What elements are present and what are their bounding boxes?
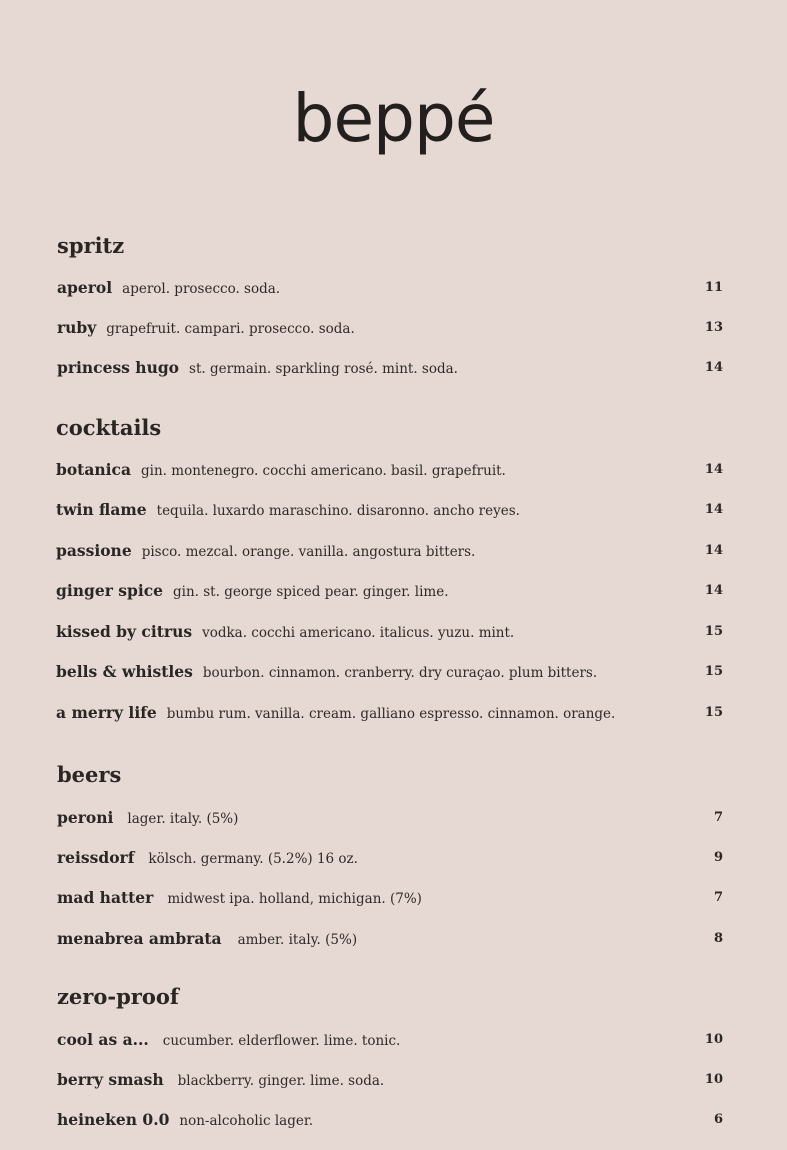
- item-description: st. germain. sparkling rosé. mint. soda.: [189, 361, 458, 377]
- section-title-cocktails: cocktails: [56, 415, 162, 440]
- item-name: reissdorf kölsch. germany. (5.2%) 16 oz.: [57, 848, 358, 867]
- item-name: ruby grapefruit. campari. prosecco. soda.: [57, 318, 355, 337]
- menu-item: [0, 886, 787, 910]
- item-name: a merry life bumbu rum. vanilla. cream. galliano espresso. cinnamon. orange.: [56, 703, 616, 722]
- menu-item: [0, 846, 787, 870]
- item-price: 14: [704, 502, 723, 517]
- section-title-spritz: spritz: [57, 233, 125, 258]
- item-description: tequila. luxardo maraschino. disaronno. ancho reyes.: [156, 503, 520, 519]
- item-description: pisco. mezcal. orange. vanilla. angostura bitters.: [141, 544, 476, 560]
- section-title-zero-proof: zero-proof: [57, 984, 179, 1009]
- item-name: ginger spice gin. st. george spiced pear. ginger. lime.: [56, 581, 449, 600]
- item-description: aperol. prosecco. soda.: [122, 281, 281, 297]
- menu-item: [0, 1068, 787, 1092]
- item-price: 14: [704, 543, 723, 558]
- section-title-beers: beers: [57, 762, 122, 787]
- item-price: 10: [704, 1072, 723, 1087]
- item-description: blackberry. ginger. lime. soda.: [177, 1073, 385, 1089]
- item-price: 13: [704, 320, 723, 335]
- item-price: 14: [704, 583, 723, 598]
- item-description: non-alcoholic lager.: [179, 1113, 314, 1129]
- item-name: heineken 0.0 non-alcoholic lager.: [57, 1110, 314, 1129]
- item-price: 8: [713, 931, 723, 946]
- menu-item: [0, 1028, 787, 1052]
- menu-item: [0, 498, 787, 522]
- item-description: gin. montenegro. cocchi americano. basil. grapefruit.: [141, 463, 506, 479]
- item-description: grapefruit. campari. prosecco. soda.: [106, 321, 355, 337]
- item-description: midwest ipa. holland, michigan. (7%): [167, 891, 422, 907]
- menu-item: [0, 1108, 787, 1132]
- item-description: lager. italy. (5%): [127, 811, 239, 827]
- item-price: 6: [713, 1112, 723, 1127]
- item-description: amber. italy. (5%): [237, 932, 358, 948]
- item-name: princess hugo st. germain. sparkling rosé. mint. soda.: [57, 358, 458, 377]
- item-name: menabrea ambrata amber. italy. (5%): [57, 929, 358, 948]
- menu-item: [0, 620, 787, 644]
- item-price: 14: [704, 360, 723, 375]
- item-description: kölsch. germany. (5.2%) 16 oz.: [148, 851, 358, 867]
- menu-item: [0, 579, 787, 603]
- menu-item: [0, 806, 787, 830]
- item-description: vodka. cocchi americano. italicus. yuzu. mint.: [202, 625, 515, 641]
- menu-item: [0, 701, 787, 725]
- menu-item: [0, 927, 787, 951]
- item-description: bumbu rum. vanilla. cream. galliano espresso. cinnamon. orange.: [166, 706, 616, 722]
- item-name: aperol aperol. prosecco. soda.: [57, 278, 281, 297]
- item-price: 9: [713, 850, 723, 865]
- item-price: 7: [713, 810, 723, 825]
- item-name: peroni lager. italy. (5%): [57, 808, 239, 827]
- item-name: kissed by citrus vodka. cocchi americano. italicus. yuzu. mint.: [56, 622, 515, 641]
- menu-item: [0, 276, 787, 300]
- menu-item: [0, 660, 787, 684]
- item-name: passione pisco. mezcal. orange. vanilla. angostura bitters.: [56, 541, 476, 560]
- menu-item: [0, 539, 787, 563]
- item-name: mad hatter midwest ipa. holland, michigan. (7%): [57, 888, 422, 907]
- item-description: cucumber. elderflower. lime. tonic.: [162, 1033, 401, 1049]
- item-price: 15: [704, 664, 723, 679]
- item-description: gin. st. george spiced pear. ginger. lime.: [173, 584, 449, 600]
- menu-item: [0, 316, 787, 340]
- restaurant-logo: beppé: [292, 80, 495, 157]
- item-name: twin flame tequila. luxardo maraschino. disaronno. ancho reyes.: [56, 500, 520, 519]
- item-price: 11: [704, 280, 723, 295]
- item-price: 15: [704, 705, 723, 720]
- item-price: 10: [704, 1032, 723, 1047]
- item-price: 15: [704, 624, 723, 639]
- item-name: botanica gin. montenegro. cocchi americano. basil. grapefruit.: [56, 460, 506, 479]
- item-name: berry smash blackberry. ginger. lime. soda.: [57, 1070, 385, 1089]
- menu-item: [0, 458, 787, 482]
- item-name: bells & whistles bourbon. cinnamon. cranberry. dry curaçao. plum bitters.: [56, 662, 598, 681]
- item-price: 7: [713, 890, 723, 905]
- item-name: cool as a... cucumber. elderflower. lime. tonic.: [57, 1030, 401, 1049]
- menu-item: [0, 356, 787, 380]
- item-price: 14: [704, 462, 723, 477]
- item-description: bourbon. cinnamon. cranberry. dry curaçao. plum bitters.: [202, 665, 598, 681]
